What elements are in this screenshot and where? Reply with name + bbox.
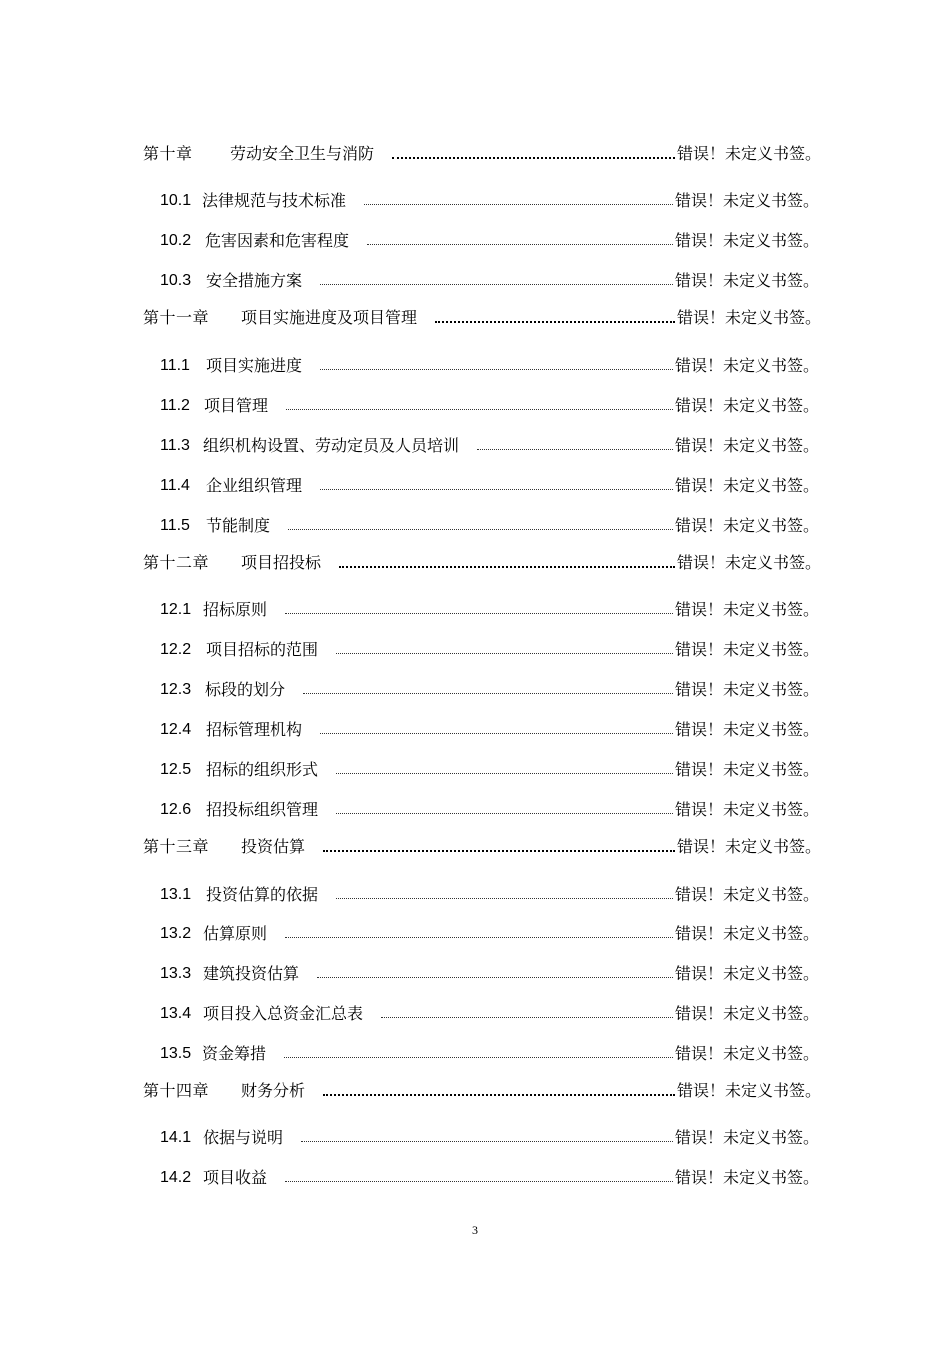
toc-entry-title: 项目招投标 [241, 553, 322, 572]
toc-entry-title: 项目招标的范围 [206, 640, 319, 659]
toc-section-entry[interactable] [0, 1041, 950, 1067]
dot-leader [286, 409, 673, 410]
toc-section-entry[interactable] [0, 797, 950, 823]
toc-page-reference-error: 错误！未定义书签。 [675, 640, 820, 659]
toc-entry-title: 劳动安全卫生与消防 [230, 144, 375, 163]
toc-entry-title: 组织机构设置、劳动定员及人员培训 [203, 436, 460, 455]
toc-entry-number: 14.1 [160, 1129, 192, 1146]
toc-entry-number: 第十一章 [143, 308, 210, 327]
toc-entry-title: 企业组织管理 [206, 476, 303, 495]
toc-page-reference-error: 错误！未定义书签。 [675, 720, 820, 739]
toc-section-entry[interactable] [0, 1125, 950, 1151]
toc-entry-number: 12.5 [160, 761, 192, 778]
dot-leader [285, 1181, 673, 1182]
toc-page-reference-error: 错误！未定义书签。 [675, 271, 820, 290]
toc-section-entry[interactable] [0, 677, 950, 703]
dot-leader [392, 157, 675, 159]
toc-entry-number: 11.5 [160, 517, 190, 534]
toc-page-reference-error: 错误！未定义书签。 [675, 680, 820, 699]
toc-entry-title: 财务分析 [241, 1081, 306, 1100]
toc-section-entry[interactable] [0, 268, 950, 294]
toc-page-reference-error: 错误！未定义书签。 [677, 553, 822, 572]
toc-page-reference-error: 错误！未定义书签。 [675, 964, 820, 983]
toc-entry-number: 11.1 [160, 357, 190, 374]
toc-entry-title: 标段的划分 [205, 680, 286, 699]
toc-entry-number: 12.3 [160, 681, 192, 698]
toc-page-reference-error: 错误！未定义书签。 [675, 396, 820, 415]
toc-entry-title: 依据与说明 [203, 1128, 284, 1147]
toc-entry-number: 12.1 [160, 601, 192, 618]
dot-leader [301, 1141, 673, 1142]
dot-leader [381, 1017, 673, 1018]
toc-section-entry[interactable] [0, 921, 950, 947]
toc-entry-number: 12.6 [160, 801, 192, 818]
toc-entry-title: 估算原则 [203, 924, 268, 943]
toc-page-reference-error: 错误！未定义书签。 [677, 308, 822, 327]
toc-entry-title: 危害因素和危害程度 [205, 231, 350, 250]
toc-entry-number: 13.1 [160, 886, 192, 903]
toc-entry-number: 14.2 [160, 1169, 192, 1186]
toc-entry-title: 招标原则 [203, 600, 268, 619]
toc-entry-title: 招标的组织形式 [206, 760, 319, 779]
toc-entry-number: 13.4 [160, 1005, 192, 1022]
toc-page-reference-error: 错误！未定义书签。 [675, 356, 820, 375]
dot-leader [477, 449, 673, 450]
dot-leader [288, 529, 673, 530]
toc-page-reference-error: 错误！未定义书签。 [675, 800, 820, 819]
toc-entry-title: 法律规范与技术标准 [202, 191, 347, 210]
page-number: 3 [472, 1223, 478, 1237]
toc-entry-number: 第十三章 [143, 837, 210, 856]
dot-leader [285, 937, 673, 938]
toc-page-reference-error: 错误！未定义书签。 [675, 436, 820, 455]
dot-leader [323, 1094, 675, 1096]
toc-entry-title: 投资估算的依据 [206, 885, 319, 904]
toc-section-entry[interactable] [0, 188, 950, 214]
dot-leader [336, 813, 673, 814]
toc-page-reference-error: 错误！未定义书签。 [675, 1004, 820, 1023]
toc-section-entry[interactable] [0, 597, 950, 623]
dot-leader [323, 850, 675, 852]
toc-section-entry[interactable] [0, 757, 950, 783]
toc-page-reference-error: 错误！未定义书签。 [677, 1081, 822, 1100]
toc-page-reference-error: 错误！未定义书签。 [677, 144, 822, 163]
toc-entry-number: 第十章 [143, 144, 193, 163]
toc-entry-title: 招投标组织管理 [206, 800, 319, 819]
toc-entry-number: 10.1 [160, 192, 192, 209]
toc-entry-number: 12.2 [160, 641, 192, 658]
toc-entry-number: 第十二章 [143, 553, 210, 572]
toc-page-reference-error: 错误！未定义书签。 [675, 516, 820, 535]
toc-chapter-entry[interactable] [0, 1078, 950, 1104]
toc-entry-title: 招标管理机构 [206, 720, 303, 739]
toc-entry-title: 项目管理 [204, 396, 269, 415]
dot-leader [336, 898, 673, 899]
toc-page-reference-error: 错误！未定义书签。 [675, 476, 820, 495]
toc-entry-title: 资金筹措 [202, 1044, 267, 1063]
toc-section-entry[interactable] [0, 228, 950, 254]
dot-leader [317, 977, 673, 978]
toc-page-reference-error: 错误！未定义书签。 [675, 1168, 820, 1187]
toc-page-reference-error: 错误！未定义书签。 [675, 924, 820, 943]
dot-leader [435, 321, 675, 323]
toc-entry-title: 节能制度 [206, 516, 271, 535]
toc-page-reference-error: 错误！未定义书签。 [675, 191, 820, 210]
toc-entry-number: 13.3 [160, 965, 192, 982]
toc-page-reference-error: 错误！未定义书签。 [675, 231, 820, 250]
toc-entry-number: 13.5 [160, 1045, 192, 1062]
dot-leader [320, 284, 673, 285]
toc-section-entry[interactable] [0, 353, 950, 379]
toc-section-entry[interactable] [0, 717, 950, 743]
toc-chapter-entry[interactable] [0, 834, 950, 860]
dot-leader [284, 1057, 673, 1058]
toc-section-entry[interactable] [0, 882, 950, 908]
toc-entry-number: 11.3 [160, 437, 190, 454]
toc-entry-title: 建筑投资估算 [203, 964, 300, 983]
toc-page-reference-error: 错误！未定义书签。 [675, 1044, 820, 1063]
toc-chapter-entry[interactable] [0, 550, 950, 576]
toc-entry-number: 第十四章 [143, 1081, 210, 1100]
toc-section-entry[interactable] [0, 473, 950, 499]
toc-entry-title: 项目实施进度 [206, 356, 303, 375]
dot-leader [303, 693, 673, 694]
dot-leader [336, 653, 673, 654]
toc-section-entry[interactable] [0, 637, 950, 663]
dot-leader [339, 566, 675, 568]
toc-section-entry[interactable] [0, 1165, 950, 1191]
toc-entry-title: 投资估算 [241, 837, 306, 856]
toc-entry-number: 11.2 [160, 397, 190, 414]
toc-page-reference-error: 错误！未定义书签。 [675, 1128, 820, 1147]
toc-entry-number: 10.2 [160, 232, 192, 249]
toc-section-entry[interactable] [0, 1001, 950, 1027]
toc-chapter-entry[interactable] [0, 141, 950, 167]
toc-entry-title: 项目实施进度及项目管理 [241, 308, 418, 327]
toc-section-entry[interactable] [0, 393, 950, 419]
dot-leader [364, 204, 673, 205]
toc-page-reference-error: 错误！未定义书签。 [675, 760, 820, 779]
dot-leader [320, 489, 673, 490]
toc-entry-number: 11.4 [160, 477, 190, 494]
dot-leader [320, 369, 673, 370]
dot-leader [285, 613, 673, 614]
toc-entry-title: 项目投入总资金汇总表 [203, 1004, 364, 1023]
dot-leader [320, 733, 673, 734]
toc-entry-title: 项目收益 [203, 1168, 268, 1187]
toc-section-entry[interactable] [0, 513, 950, 539]
toc-section-entry[interactable] [0, 961, 950, 987]
toc-entry-number: 10.3 [160, 272, 192, 289]
toc-entry-number: 12.4 [160, 721, 192, 738]
toc-entry-number: 13.2 [160, 925, 192, 942]
dot-leader [336, 773, 673, 774]
toc-page-reference-error: 错误！未定义书签。 [675, 885, 820, 904]
toc-section-entry[interactable] [0, 433, 950, 459]
toc-entry-title: 安全措施方案 [206, 271, 303, 290]
dot-leader [367, 244, 673, 245]
toc-chapter-entry[interactable] [0, 305, 950, 331]
toc-page-reference-error: 错误！未定义书签。 [675, 600, 820, 619]
toc-page-reference-error: 错误！未定义书签。 [677, 837, 822, 856]
